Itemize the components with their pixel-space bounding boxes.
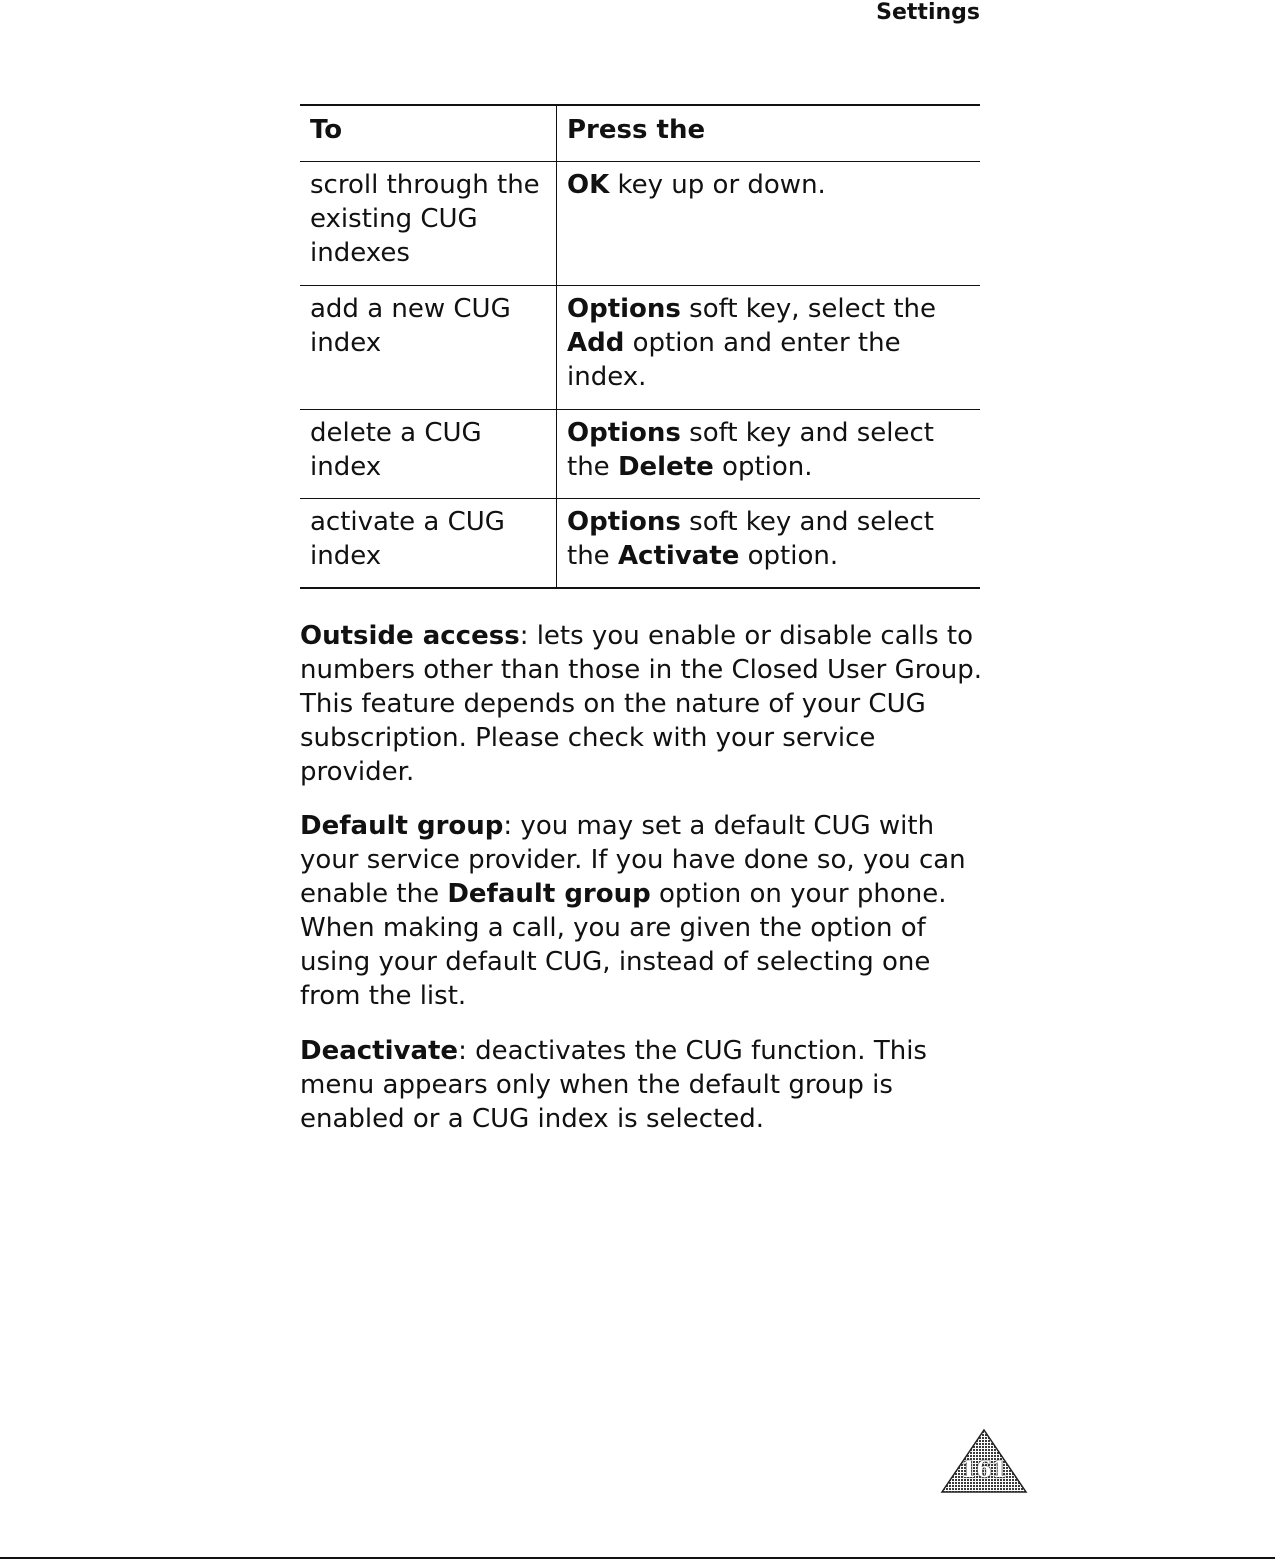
paragraph-outside-access <box>300 619 990 789</box>
term-deactivate: Deactivate <box>300 1036 459 1066</box>
cell-text: option. <box>739 541 839 571</box>
column-header-press: Press the <box>557 105 981 162</box>
paragraph-text: : deactivates the CUG function. This menu appears only when the default group is enabled or a CUG index is selected. <box>300 1036 927 1134</box>
key-name: OK <box>567 170 610 200</box>
key-name: Options <box>567 418 681 448</box>
cell-text: option. <box>713 452 813 482</box>
page-header-title: Settings <box>876 0 980 25</box>
cell-to: add a new CUG index <box>300 286 557 410</box>
cell-text: soft key and select the <box>567 507 934 571</box>
table-row <box>300 162 980 286</box>
cell-text: option and enter the index. <box>567 328 901 392</box>
term-default-group: Default group <box>300 811 504 841</box>
cell-text: soft key and select the <box>567 418 934 482</box>
bottom-divider <box>0 1557 1275 1559</box>
cell-press <box>557 162 981 286</box>
cug-commands-table <box>300 104 980 589</box>
option-name: Add <box>567 328 625 358</box>
table-row <box>300 286 980 410</box>
option-name: Delete <box>617 452 714 482</box>
page-number: 161 <box>961 1457 1007 1483</box>
cell-to: activate a CUG index <box>300 499 557 589</box>
table-row <box>300 410 980 499</box>
cell-to: scroll through the existing CUG indexes <box>300 162 557 286</box>
paragraph-text: : you may set a default CUG with your service provider. If you have done so, you can enable the <box>300 811 966 909</box>
cell-to: delete a CUG index <box>300 410 557 499</box>
table-header-row <box>300 105 980 162</box>
cell-press <box>557 410 981 499</box>
option-name: Activate <box>617 541 740 571</box>
cell-press <box>557 499 981 589</box>
paragraph-default-group <box>300 809 990 1013</box>
key-name: Options <box>567 294 681 324</box>
key-name: Options <box>567 507 681 537</box>
cell-text: key up or down. <box>609 170 826 200</box>
term-outside-access: Outside access <box>300 621 520 651</box>
table-row <box>300 499 980 589</box>
paragraph-deactivate <box>300 1034 990 1136</box>
cell-text: soft key, select the <box>680 294 937 324</box>
cell-press <box>557 286 981 410</box>
paragraph-text: option on your phone. When making a call, you are given the option of using your default CUG, instead of selecting one from the list. <box>300 879 947 1011</box>
column-header-to: To <box>300 105 557 162</box>
term-default-group-option: Default group <box>447 879 651 909</box>
paragraph-text: : lets you enable or disable calls to numbers other than those in the Closed User Group. This feature depends on the nature of your CUG subscription. Please check with your service provider. <box>300 621 982 787</box>
